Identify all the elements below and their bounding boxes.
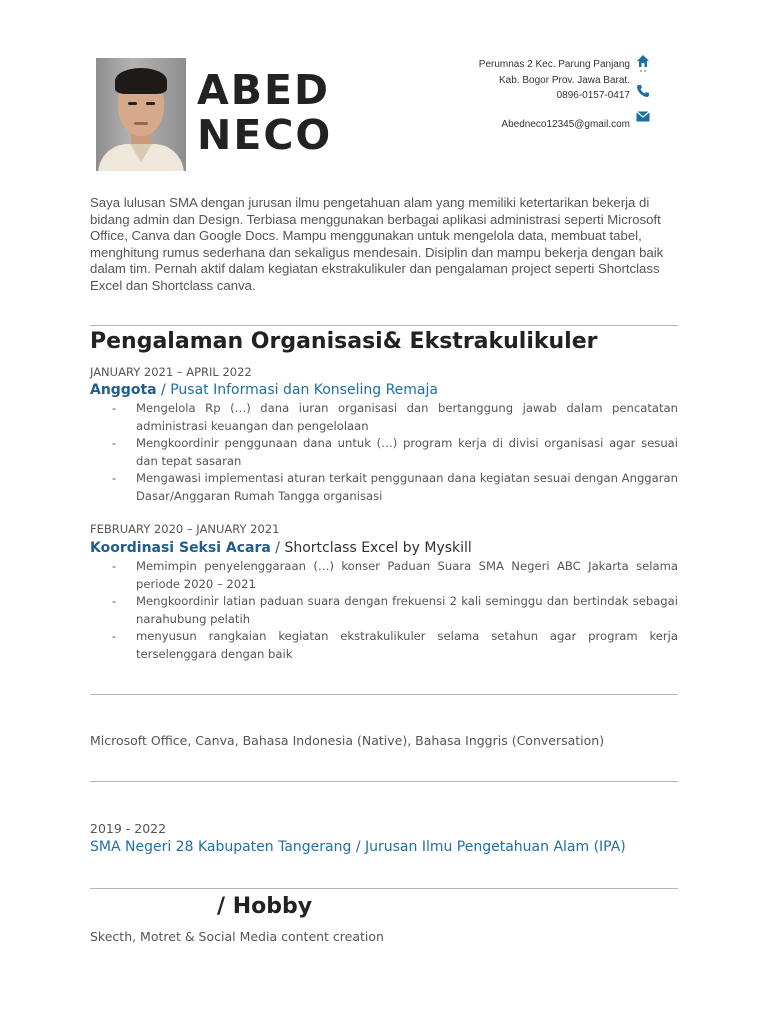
divider [90,781,678,782]
skills-text: Microsoft Office, Canva, Bahasa Indonesia (Native), Bahasa Inggris (Conversation) [90,733,605,748]
list-item: - Mengelola Rp (…) dana iuran organisasi dan bertanggung jawab dalam pencatatan administrasi keuangan dan pengelolaan [112,400,678,435]
experience-2-date: FEBRUARY 2020 – JANUARY 2021 [90,522,280,536]
address-line-2: Kab. Bogor Prov. Jawa Barat. [499,74,630,86]
experience-heading: Pengalaman Organisasi& Ekstrakulikuler [90,329,598,354]
divider [90,325,678,326]
email-address: Abedneco12345@gmail.com [501,118,630,130]
list-item: - Mengkoordinir latian paduan suara dengan frekuensi 2 kali seminggu dan bertindak sebagai narahubung pelatih [112,593,678,628]
list-item: - Memimpin penyelenggaraan (…) konser Paduan Suara SMA Negeri ABC Jakarta selama periode 2020 – 2021 [112,558,678,593]
experience-2-separator: / [270,540,285,556]
list-item: - Mengkoordinir penggunaan dana untuk (…) program kerja di divisi organisasi agar sesuai dan tepat sasaran [112,435,678,470]
address-line-1: Perumnas 2 Kec. Parung Panjang [478,59,630,70]
list-item: - menyusun rangkaian kegiatan ekstrakulikuler selama setahun agar program kerja terselenggara dengan baik [112,628,678,663]
experience-1-title: Anggota [90,382,157,398]
home-icon [636,54,650,72]
education-school: SMA Negeri 28 Kabupaten Tangerang / Jurusan Ilmu Pengetahuan Alam (IPA) [90,839,626,855]
experience-2-org: Shortclass Excel by Myskill [284,540,472,556]
list-item: - Mengawasi implementasi aturan terkait penggunaan dana kegiatan sesuai dengan Anggaran Dasar/Anggaran Rumah Tangga organisasi [112,470,678,505]
experience-1-separator: / [156,382,171,398]
experience-1-role [90,382,438,398]
experience-2-role [90,540,472,556]
experience-1-bullets [112,400,678,505]
experience-1-org: Pusat Informasi dan Konseling Remaja [170,382,438,398]
hobby-text: Skecth, Motret & Social Media content creation [90,929,384,944]
experience-2-title: Koordinasi Seksi Acara [90,540,271,556]
education-years: 2019 - 2022 [90,821,167,836]
experience-2-bullets [112,558,678,663]
email-icon [636,111,650,122]
divider [90,888,678,889]
hobby-heading: / Hobby [217,894,313,919]
phone-icon [636,84,650,98]
profile-photo [96,58,186,171]
summary-paragraph: Saya lulusan SMA dengan jurusan ilmu pengetahuan alam yang memiliki ketertarikan bekerja di bidang admin dan Design. Terbiasa menggunakan berbagai aplikasi administrasi seperti Microsoft Office, Canva dan Google Docs. Mampu menggunakan untuk mengelola data, membuat tabel, menghitung rumus sederhana dan sekaligus mendesain. Disiplin dan mampu bekerja dengan baik dalam tim. Pernah aktif dalam kegiatan ekstrakulikuler dan pengalaman project seperti Shortclass Excel dan Shortclass canva. [90,195,664,293]
phone-number: 0896-0157-0417 [556,90,630,101]
divider [90,694,678,695]
name-line-1: ABED [197,66,331,114]
experience-1-date: JANUARY 2021 – APRIL 2022 [90,365,252,379]
contact-block [479,57,630,132]
name-line-2: NECO [197,111,333,159]
person-name [197,68,332,158]
